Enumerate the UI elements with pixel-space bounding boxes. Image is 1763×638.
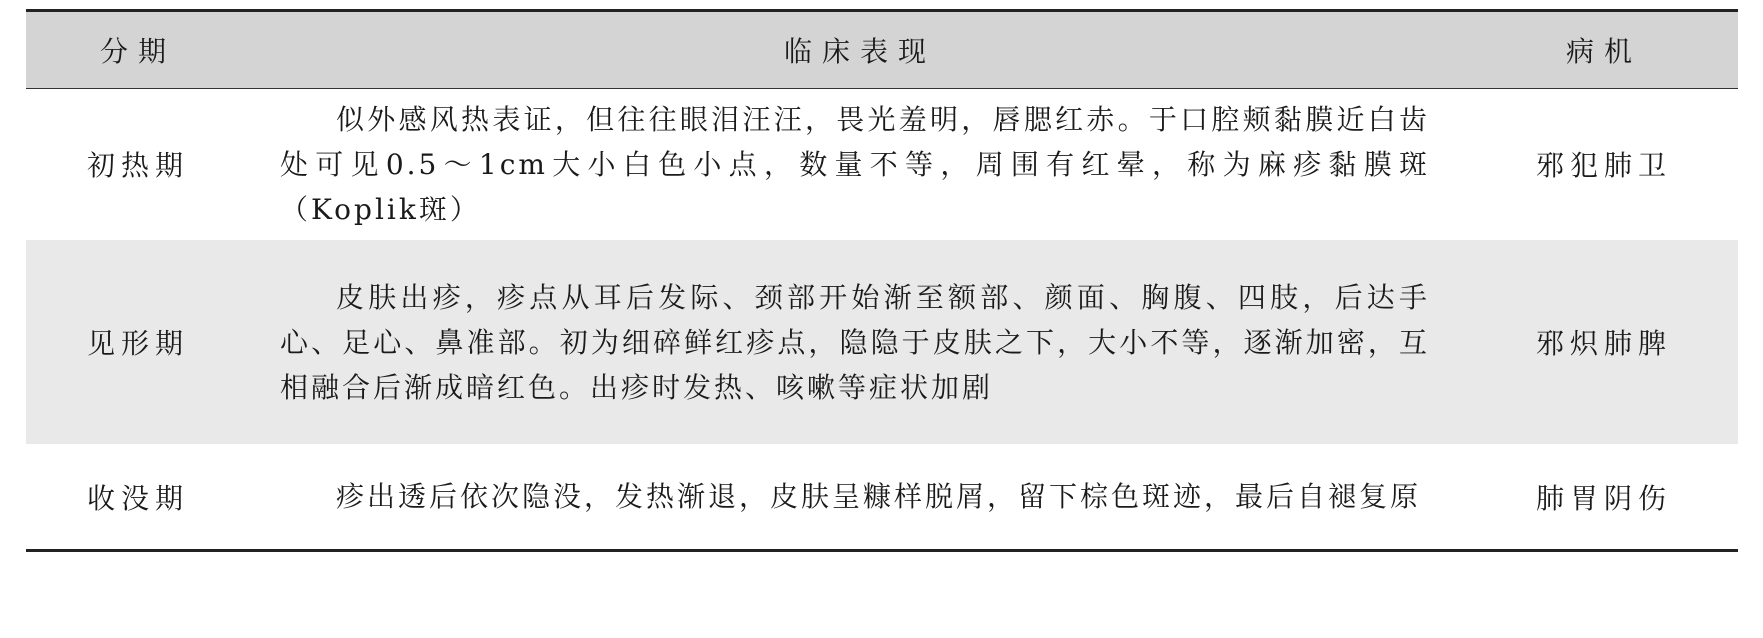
table-body <box>26 88 1738 549</box>
stage-cell: 收没期 <box>86 481 189 515</box>
manifestation-cell <box>250 88 1470 240</box>
measles-staging-table-container <box>26 9 1738 552</box>
table-row <box>26 444 1738 549</box>
manifestation-text: 疹出透后依次隐没，发热渐退，皮肤呈糠样脱屑，留下棕色斑迹，最后自褪复原 <box>336 480 1422 513</box>
manifestation-cell <box>250 444 1470 549</box>
header-row <box>26 12 1738 88</box>
header-pathogenesis: 病机 <box>1470 12 1738 88</box>
stage-cell: 初热期 <box>86 149 189 183</box>
table-row <box>26 88 1738 240</box>
table-row <box>26 240 1738 444</box>
header-clinical-manifestation: 临床表现 <box>250 12 1470 88</box>
table-header <box>26 12 1738 88</box>
stage-cell: 见形期 <box>86 327 189 360</box>
manifestation-text: 似外感风热表证，但往往眼泪汪汪，畏光羞明，唇腮红赤。于口腔颊黏膜近白齿处可见0.5～1cm大小白色小点，数量不等，周围有红晕，称为麻疹黏膜斑（Koplik斑） <box>280 102 1430 226</box>
pathogenesis-cell: 邪犯肺卫 <box>1535 149 1672 183</box>
pathogenesis-cell: 邪炽肺脾 <box>1535 327 1672 360</box>
manifestation-text: 皮肤出疹，疹点从耳后发际、颈部开始渐至额部、颜面、胸腹、四肢，后达手心、足心、鼻准部。初为细碎鲜红疹点，隐隐于皮肤之下，大小不等，逐渐加密，互相融合后渐成暗红色。出疹时发热、咳嗽等症状加剧 <box>280 280 1430 404</box>
measles-staging-table <box>26 12 1738 549</box>
header-stage: 分期 <box>26 12 250 88</box>
manifestation-cell <box>250 240 1470 444</box>
pathogenesis-cell: 肺胃阴伤 <box>1535 481 1672 515</box>
